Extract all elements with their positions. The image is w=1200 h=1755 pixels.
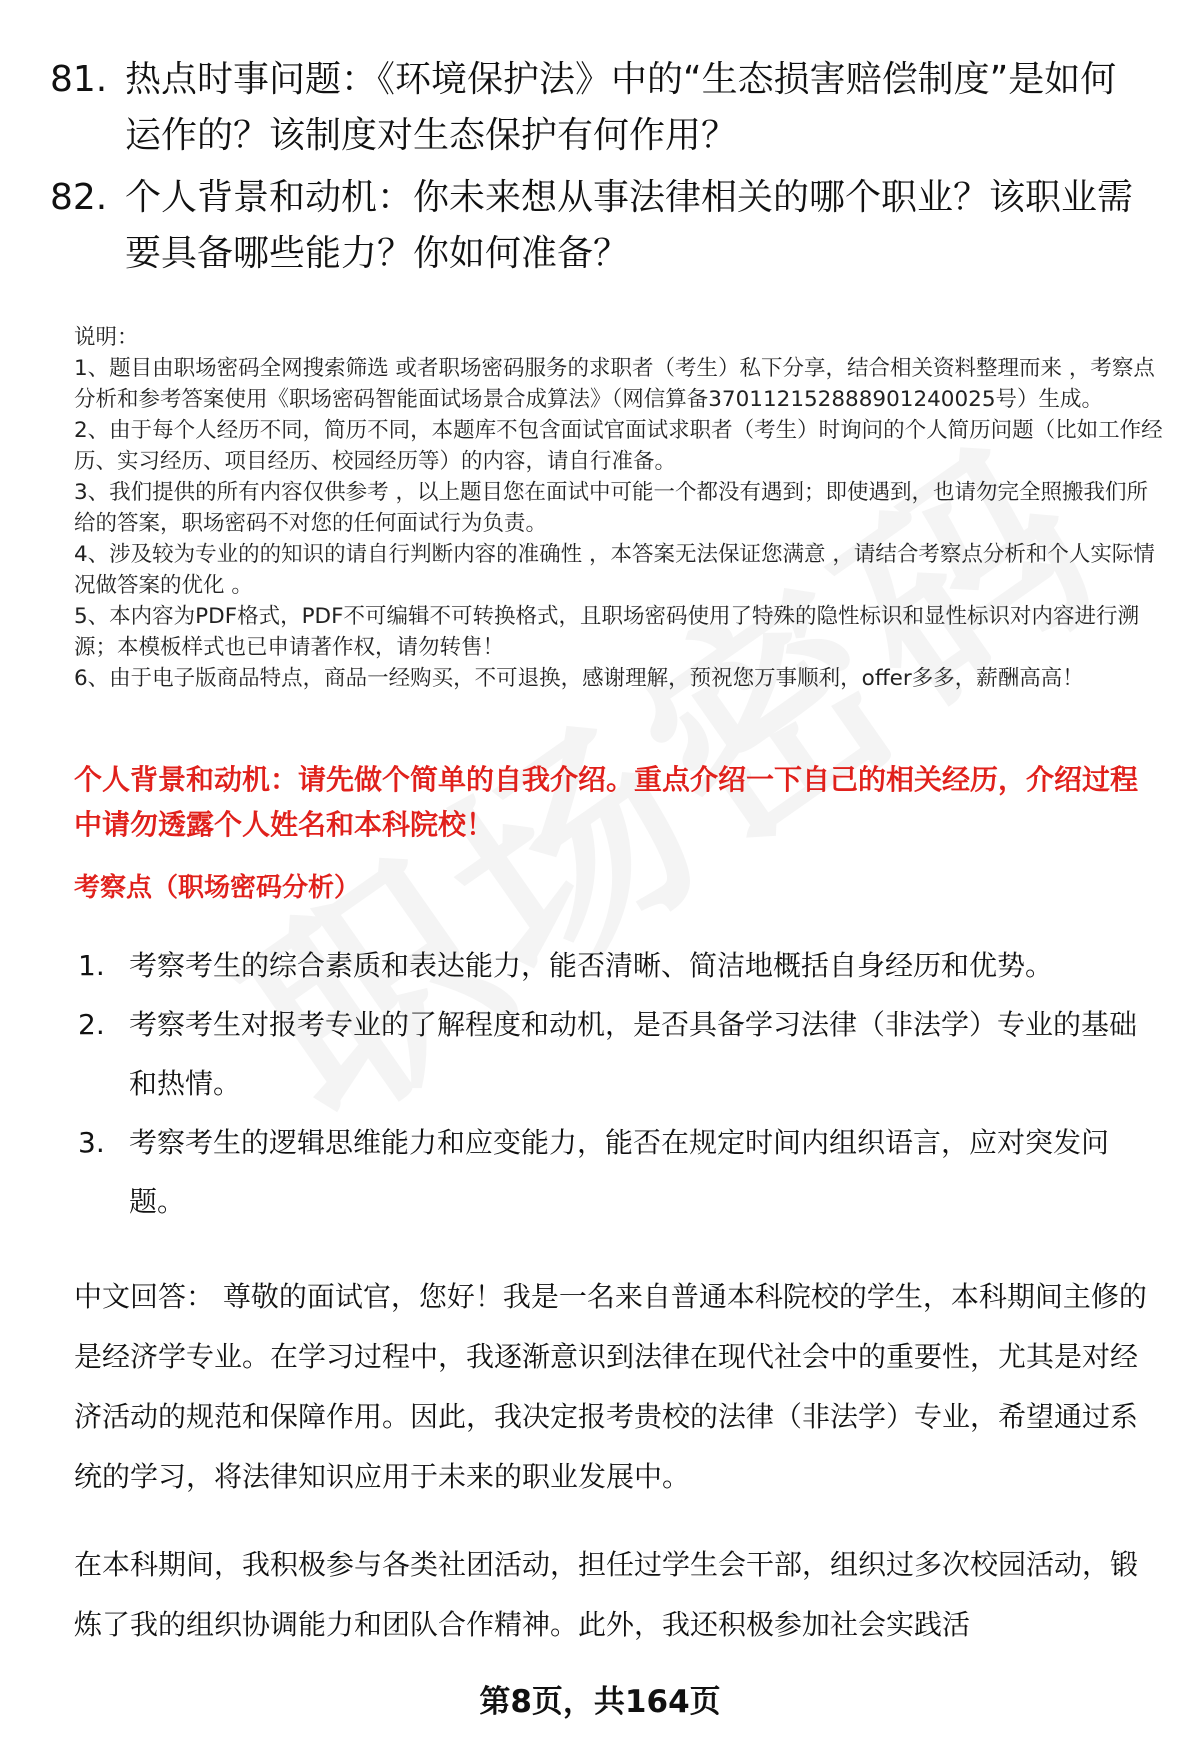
answer-paragraph: 中文回答： 尊敬的面试官，您好！我是一名来自普通本科院校的学生，本科期间主修的是经济学专业。在学习过程中，我逐渐意识到法律在现代社会中的重要性，尤其是对经济活动的规范和保障作用。因此，我决定报考贵校的法律（非法学）专业，希望通过系统的学习，将法律知识应用于未来的职业发展中。 <box>74 1280 1147 1493</box>
question-82 <box>50 170 1150 282</box>
note-item: 4、涉及较为专业的的知识的请自行判断内容的准确性 ，本答案无法保证您满意 ，请结合考察点分析和个人实际情况做答案的优化 。 <box>74 542 1155 598</box>
question-number: 82. <box>50 177 108 218</box>
note-item: 5、本内容为PDF格式，PDF不可编辑不可转换格式，且职场密码使用了特殊的隐性标识和显性标识对内容进行溯源；本模板样式也已申请著作权，请勿转售！ <box>74 604 1139 660</box>
analysis-point <box>78 995 1148 1113</box>
analysis-title: 考察点（职场密码分析） <box>74 873 361 903</box>
point-text: 考察考生对报考专业的了解程度和动机，是否具备学习法律（非法学）专业的基础和热情。 <box>129 1008 1138 1100</box>
question-text: 热点时事问题：《环境保护法》中的“生态损害赔偿制度”是如何运作的？该制度对生态保护有何作用？ <box>125 59 1117 156</box>
note-item: 1、题目由职场密码全网搜索筛选 或者职场密码服务的求职者（考生）私下分享，结合相关资料整理而来 ，考察点分析和参考答案使用《职场密码智能面试场景合成算法》（网信算备370112152888901240025号）生成。 <box>74 356 1155 412</box>
note-item: 6、由于电子版商品特点，商品一经购买，不可退换，感谢理解，预祝您万事顺利，offer多多，薪酬高高！ <box>74 666 1084 691</box>
analysis-list <box>78 936 1148 1231</box>
point-number: 3. <box>78 1126 105 1159</box>
point-number: 1. <box>78 949 105 982</box>
point-text: 考察考生的综合素质和表达能力，能否清晰、简洁地概括自身经历和优势。 <box>129 949 1054 982</box>
note-item: 2、由于每个人经历不同，简历不同，本题库不包含面试官面试求职者（考生）时询问的个人简历问题（比如工作经历、实习经历、项目经历、校园经历等）的内容，请自行准备。 <box>74 418 1163 474</box>
note-item: 3、我们提供的所有内容仅供参考 ，以上题目您在面试中可能一个都没有遇到；即使遇到，也请勿完全照搬我们所给的答案，职场密码不对您的任何面试行为负责。 <box>74 480 1149 536</box>
analysis-point <box>78 1113 1148 1231</box>
page-number: 第8页，共164页 <box>479 1684 721 1720</box>
point-text: 考察考生的逻辑思维能力和应变能力，能否在规定时间内组织语言，应对突发问题。 <box>129 1126 1110 1218</box>
focus-question: 个人背景和动机：请先做个简单的自我介绍。重点介绍一下自己的相关经历，介绍过程中请勿透露个人姓名和本科院校！ <box>74 763 1139 841</box>
notes-section <box>74 322 1164 694</box>
notes-title: 说明： <box>74 325 139 350</box>
question-number: 81. <box>50 59 108 100</box>
point-number: 2. <box>78 1008 105 1041</box>
question-text: 个人背景和动机：你未来想从事法律相关的哪个职业？该职业需要具备哪些能力？你如何准备？ <box>125 177 1134 274</box>
question-81 <box>50 52 1150 164</box>
answer-paragraph: 在本科期间，我积极参与各类社团活动，担任过学生会干部，组织过多次校园活动，锻炼了我的组织协调能力和团队合作精神。此外，我还积极参加社会实践活 <box>74 1548 1139 1641</box>
analysis-point <box>78 936 1148 995</box>
